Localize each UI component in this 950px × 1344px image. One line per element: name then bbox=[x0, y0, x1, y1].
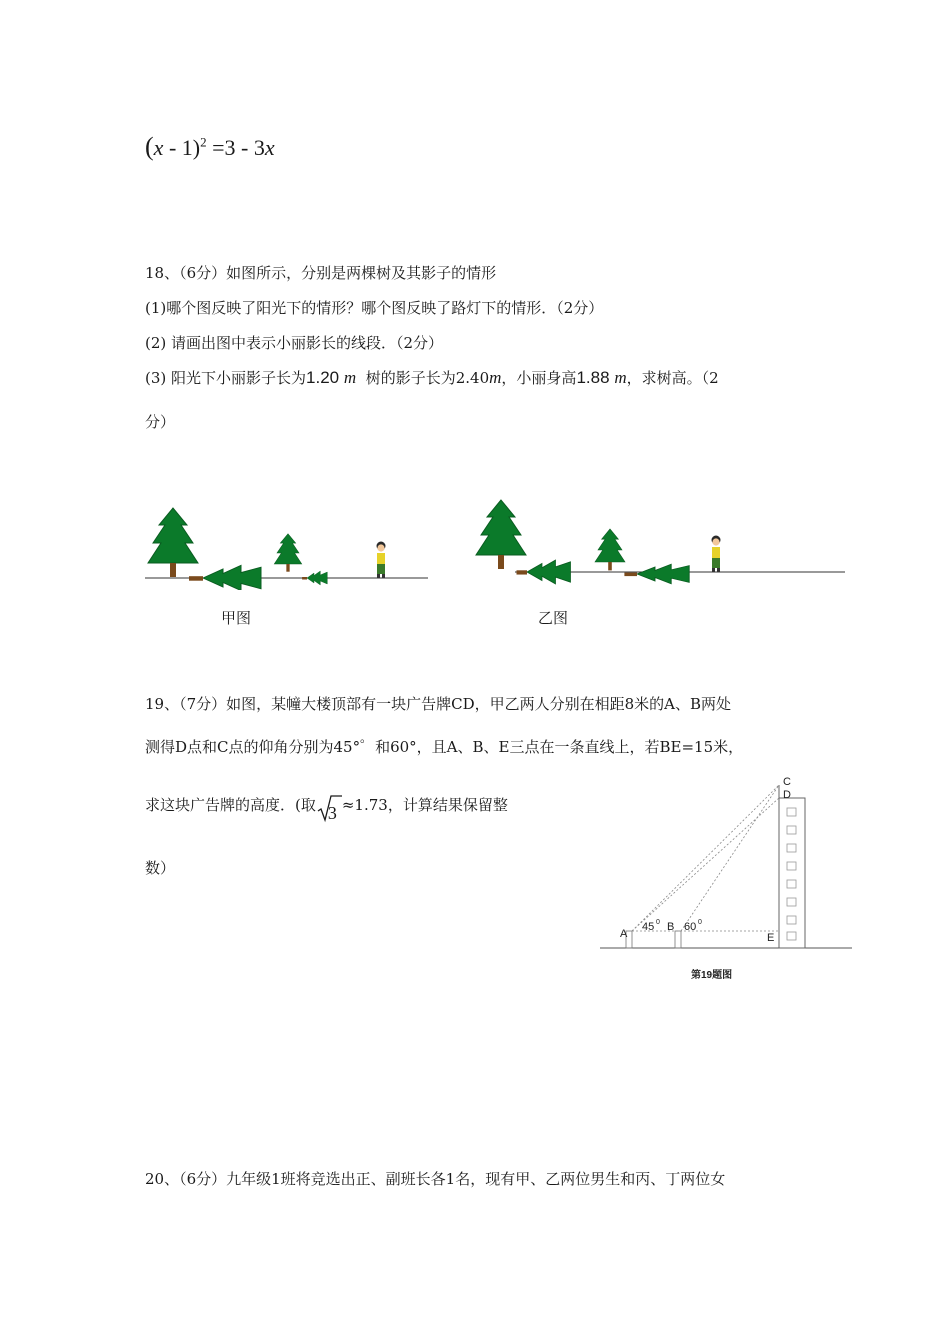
q18-part3 bbox=[145, 368, 719, 388]
figure-yi bbox=[476, 500, 845, 584]
figure-jia bbox=[145, 508, 428, 590]
q18-unit2: m bbox=[489, 368, 502, 387]
q18-part1: (1)哪个图反映了阳光下的情形？哪个图反映了路灯下的情形．（2分） bbox=[145, 299, 604, 317]
q18-part3-a: (3) 阳光下小丽影子长为 bbox=[145, 369, 307, 387]
figure-caption: 第19题图 bbox=[691, 970, 733, 981]
q18-part3-b: 树的影子长为2.40 bbox=[365, 369, 490, 387]
label-a: A bbox=[620, 928, 628, 940]
tree-small-yi bbox=[595, 529, 625, 570]
label-d: D bbox=[783, 789, 791, 801]
eq-rhs: =3 - 3 bbox=[206, 135, 265, 160]
label-e: E bbox=[767, 932, 775, 944]
q18-part2: (2) 请画出图中表示小丽影长的线段．（2分） bbox=[145, 334, 444, 352]
q18-unit3: m bbox=[614, 368, 627, 387]
tree-shadow-big-jia bbox=[189, 565, 261, 590]
angle-45-deg: 0 bbox=[656, 919, 660, 926]
q18-part3-end: 分） bbox=[145, 413, 176, 431]
eq-exponent: 2 bbox=[200, 134, 207, 150]
eq-var-x: x bbox=[153, 135, 164, 160]
building-figure bbox=[595, 770, 857, 985]
caption-yi: 乙图 bbox=[538, 609, 569, 627]
q19-line3-a: 求这块广告牌的高度．(取 bbox=[145, 796, 316, 814]
q18-val2: 1.88 bbox=[576, 368, 610, 387]
caption-jia: 甲图 bbox=[221, 609, 252, 627]
q18-part3-d: ，求树高。（2 bbox=[626, 369, 719, 387]
tree-shadow-figure bbox=[140, 490, 860, 590]
q19-line1: 19、（7分）如图，某幢大楼顶部有一块广告牌CD，甲乙两人分别在相距8米的A、B两处 bbox=[145, 695, 732, 713]
angle-60: 60 bbox=[684, 921, 697, 933]
building bbox=[779, 798, 805, 948]
q18-part3-c: ，小丽身高 bbox=[501, 369, 577, 387]
tree-shadow-big-yi bbox=[517, 560, 571, 584]
sqrt-radicand: 3 bbox=[327, 803, 337, 823]
sqrt-three bbox=[316, 794, 342, 824]
girl-jia bbox=[377, 542, 386, 579]
tree-big-yi bbox=[476, 500, 526, 569]
tree-shadow-small-yi bbox=[624, 564, 689, 584]
q19-line4: 数） bbox=[145, 859, 176, 877]
tree-small-jia bbox=[274, 534, 302, 572]
q19-line3-b: ≈1.73，计算结果保留整 bbox=[341, 796, 508, 814]
label-c: C bbox=[783, 776, 791, 788]
q18-header: 18、（6分）如图所示，分别是两棵树及其影子的情形 bbox=[145, 264, 497, 282]
eq-minus-one: - 1) bbox=[163, 135, 201, 160]
girl-yi bbox=[712, 536, 721, 573]
eq-open: ( bbox=[145, 132, 154, 161]
q18-val1: 1.20 bbox=[306, 368, 340, 387]
q19-line3 bbox=[145, 794, 508, 824]
angle-60-deg: 0 bbox=[698, 919, 702, 926]
q19-line2: 测得D点和C点的仰角分别为45°゜和60°，且A、B、E三点在一条直线上，若BE=15米， bbox=[145, 738, 744, 756]
eq-rhs-var: x bbox=[264, 135, 275, 160]
tree-big-jia bbox=[148, 508, 198, 577]
q20-line1: 20、（6分）九年级1班将竞选出正、副班长各1名，现有甲、乙两位男生和丙、丁两位女 bbox=[145, 1170, 726, 1188]
label-b: B bbox=[667, 921, 675, 933]
tree-shadow-small-jia bbox=[302, 571, 327, 585]
q18-unit1: m bbox=[343, 368, 357, 387]
angle-45: 45 bbox=[642, 921, 655, 933]
equation bbox=[145, 132, 275, 162]
